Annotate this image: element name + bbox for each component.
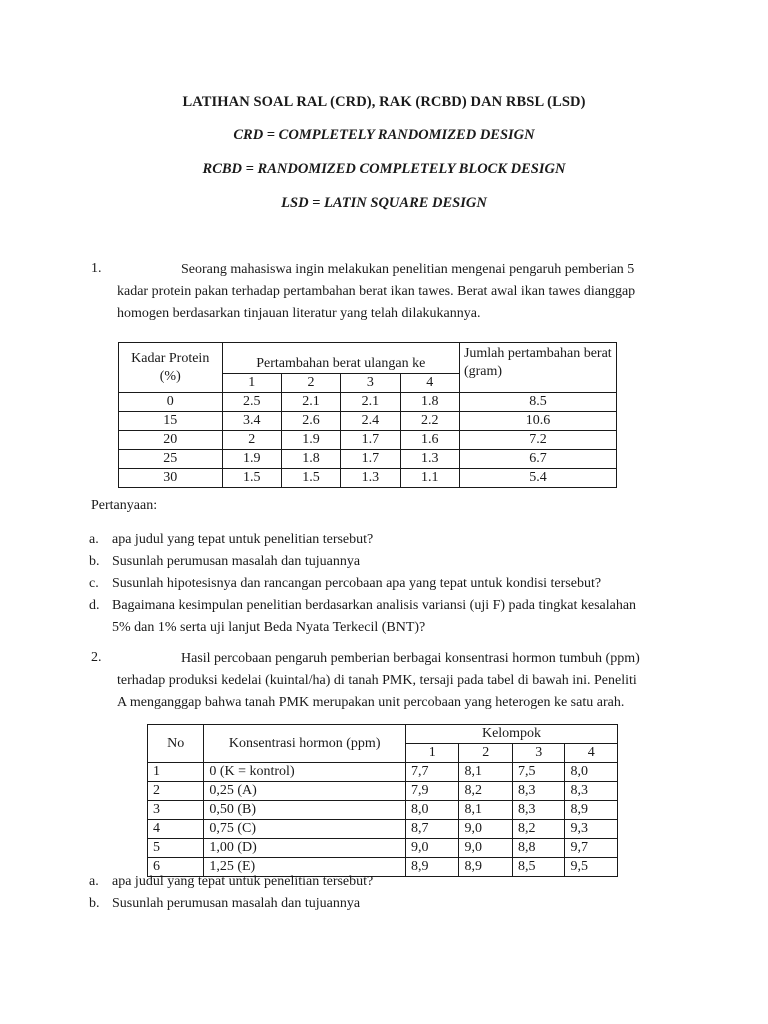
subtitle-lsd: LSD = LATIN SQUARE DESIGN xyxy=(281,195,487,211)
cell-value: 1.3 xyxy=(341,469,400,488)
document-title: LATIHAN SOAL RAL (CRD), RAK (RCBD) DAN RBSL (LSD) xyxy=(182,94,586,110)
cell-value: 1.5 xyxy=(281,469,340,488)
q2-line-2: terhadap produksi kedelai (kuintal/ha) di tanah PMK, tersaji pada tabel di bawah ini. Peneliti xyxy=(117,673,637,688)
header-kelompok: Kelompok xyxy=(406,725,618,744)
cell-no: 1 xyxy=(148,763,204,782)
cell-no: 3 xyxy=(148,801,204,820)
list-text-line: 5% dan 1% serta uji lanjut Beda Nyata Terkecil (BNT)? xyxy=(112,620,426,635)
cell-value: 8,1 xyxy=(459,763,512,782)
cell-value: 8,3 xyxy=(512,782,564,801)
cell-value: 1.8 xyxy=(400,393,459,412)
cell-jumlah: 5.4 xyxy=(459,469,616,488)
table-row xyxy=(148,839,618,858)
cell-no: 2 xyxy=(148,782,204,801)
question-2-list xyxy=(89,871,689,915)
cell-value: 9,0 xyxy=(459,839,512,858)
cell-kadar: 15 xyxy=(119,412,223,431)
cell-value: 2.4 xyxy=(341,412,400,431)
table-row xyxy=(119,431,617,450)
cell-value: 8,3 xyxy=(565,782,618,801)
rep-header: 1 xyxy=(222,374,281,393)
list-item xyxy=(89,871,689,893)
table-row xyxy=(119,412,617,431)
cell-value: 8,9 xyxy=(459,858,512,877)
cell-value: 8,5 xyxy=(512,858,564,877)
pertanyaan-label: Pertanyaan: xyxy=(91,498,158,513)
list-marker: c. xyxy=(89,576,99,591)
cell-jumlah: 10.6 xyxy=(459,412,616,431)
cell-value: 9,3 xyxy=(565,820,618,839)
cell-konsentrasi: 0,25 (A) xyxy=(204,782,406,801)
question-2-text xyxy=(117,648,682,714)
cell-value: 2.1 xyxy=(341,393,400,412)
cell-value: 9,7 xyxy=(565,839,618,858)
list-marker: b. xyxy=(89,554,100,569)
table-row xyxy=(119,393,617,412)
list-item xyxy=(89,893,689,915)
cell-value: 9,0 xyxy=(406,839,459,858)
cell-kadar: 0 xyxy=(119,393,223,412)
cell-value: 1.3 xyxy=(400,450,459,469)
cell-value: 8,7 xyxy=(406,820,459,839)
cell-value: 1.6 xyxy=(400,431,459,450)
cell-no: 6 xyxy=(148,858,204,877)
list-text: Susunlah perumusan masalah dan tujuannya xyxy=(112,554,361,569)
cell-value: 2.1 xyxy=(281,393,340,412)
question-1-list xyxy=(89,529,689,639)
header-konsentrasi: Konsentrasi hormon (ppm) xyxy=(204,725,406,763)
question-1-number: 1. xyxy=(91,261,102,276)
group-header: 4 xyxy=(565,744,618,763)
cell-value: 8,2 xyxy=(459,782,512,801)
header-jumlah: Jumlah pertambahan berat (gram) xyxy=(459,343,616,393)
cell-value: 8,1 xyxy=(459,801,512,820)
table-row xyxy=(148,782,618,801)
cell-value: 8,9 xyxy=(565,801,618,820)
cell-value: 8,3 xyxy=(512,801,564,820)
subtitle-rcbd: RCBD = RANDOMIZED COMPLETELY BLOCK DESIGN xyxy=(202,161,566,177)
cell-value: 1.7 xyxy=(341,431,400,450)
cell-kadar: 25 xyxy=(119,450,223,469)
cell-kadar: 20 xyxy=(119,431,223,450)
cell-value: 1.9 xyxy=(281,431,340,450)
table-row xyxy=(148,763,618,782)
header-no: No xyxy=(148,725,204,763)
list-item xyxy=(89,595,689,639)
cell-value: 8,8 xyxy=(512,839,564,858)
cell-konsentrasi: 0 (K = kontrol) xyxy=(204,763,406,782)
group-header: 1 xyxy=(406,744,459,763)
cell-value: 8,2 xyxy=(512,820,564,839)
cell-jumlah: 7.2 xyxy=(459,431,616,450)
header-kadar-protein: Kadar Protein (%) xyxy=(119,343,223,393)
header-pertambahan: Pertambahan berat ulangan ke xyxy=(222,343,459,374)
list-marker: b. xyxy=(89,896,100,911)
protein-table xyxy=(118,342,617,488)
list-item xyxy=(89,573,689,595)
cell-value: 2.5 xyxy=(222,393,281,412)
cell-value: 1.8 xyxy=(281,450,340,469)
q1-line-2: kadar protein pakan terhadap pertambahan berat ikan tawes. Berat awal ikan tawes dianggap xyxy=(117,284,636,299)
cell-value: 2.2 xyxy=(400,412,459,431)
cell-value: 8,0 xyxy=(565,763,618,782)
q2-line-3: A menganggap bahwa tanah PMK merupakan unit percobaan yang heterogen ke satu arah. xyxy=(117,695,625,710)
table-row xyxy=(148,801,618,820)
question-1-text xyxy=(117,259,682,325)
list-marker: a. xyxy=(89,874,99,889)
rep-header: 3 xyxy=(341,374,400,393)
list-text: Susunlah hipotesisnya dan rancangan percobaan apa yang tepat untuk kondisi tersebut? xyxy=(112,576,602,591)
cell-no: 4 xyxy=(148,820,204,839)
cell-konsentrasi: 1,00 (D) xyxy=(204,839,406,858)
cell-value: 3.4 xyxy=(222,412,281,431)
table-row xyxy=(119,469,617,488)
cell-konsentrasi: 0,50 (B) xyxy=(204,801,406,820)
list-text: apa judul yang tepat untuk penelitian tersebut? xyxy=(112,532,374,547)
cell-value: 7,7 xyxy=(406,763,459,782)
list-text: apa judul yang tepat untuk penelitian tersebut? xyxy=(112,874,374,889)
cell-kadar: 30 xyxy=(119,469,223,488)
cell-value: 8,9 xyxy=(406,858,459,877)
group-header: 3 xyxy=(512,744,564,763)
cell-value: 2.6 xyxy=(281,412,340,431)
cell-value: 9,5 xyxy=(565,858,618,877)
cell-value: 9,0 xyxy=(459,820,512,839)
cell-value: 8,0 xyxy=(406,801,459,820)
list-marker: a. xyxy=(89,532,99,547)
cell-jumlah: 8.5 xyxy=(459,393,616,412)
q1-line-1: Seorang mahasiswa ingin melakukan penelitian mengenai pengaruh pemberian 5 xyxy=(181,262,635,277)
cell-value: 7,5 xyxy=(512,763,564,782)
table-row xyxy=(148,820,618,839)
list-text: Susunlah perumusan masalah dan tujuannya xyxy=(112,896,361,911)
cell-konsentrasi: 0,75 (C) xyxy=(204,820,406,839)
group-header: 2 xyxy=(459,744,512,763)
table-row xyxy=(119,450,617,469)
q2-line-1: Hasil percobaan pengaruh pemberian berbagai konsentrasi hormon tumbuh (ppm) xyxy=(181,651,640,666)
cell-konsentrasi: 1,25 (E) xyxy=(204,858,406,877)
cell-jumlah: 6.7 xyxy=(459,450,616,469)
list-text-line: Bagaimana kesimpulan penelitian berdasarkan analisis variansi (uji F) pada tingkat kesalahan xyxy=(112,598,637,613)
cell-value: 2 xyxy=(222,431,281,450)
cell-value: 1.7 xyxy=(341,450,400,469)
list-marker: d. xyxy=(89,598,100,613)
cell-no: 5 xyxy=(148,839,204,858)
hormone-table xyxy=(147,724,618,877)
cell-value: 7,9 xyxy=(406,782,459,801)
rep-header: 2 xyxy=(281,374,340,393)
rep-header: 4 xyxy=(400,374,459,393)
cell-value: 1.5 xyxy=(222,469,281,488)
list-text xyxy=(112,595,636,639)
subtitle-crd: CRD = COMPLETELY RANDOMIZED DESIGN xyxy=(233,127,535,143)
question-2-number: 2. xyxy=(91,650,102,665)
list-item xyxy=(89,529,689,551)
q1-line-3: homogen berdasarkan tinjauan literatur yang telah dilakukannya. xyxy=(117,306,481,321)
list-item xyxy=(89,551,689,573)
cell-value: 1.1 xyxy=(400,469,459,488)
cell-value: 1.9 xyxy=(222,450,281,469)
